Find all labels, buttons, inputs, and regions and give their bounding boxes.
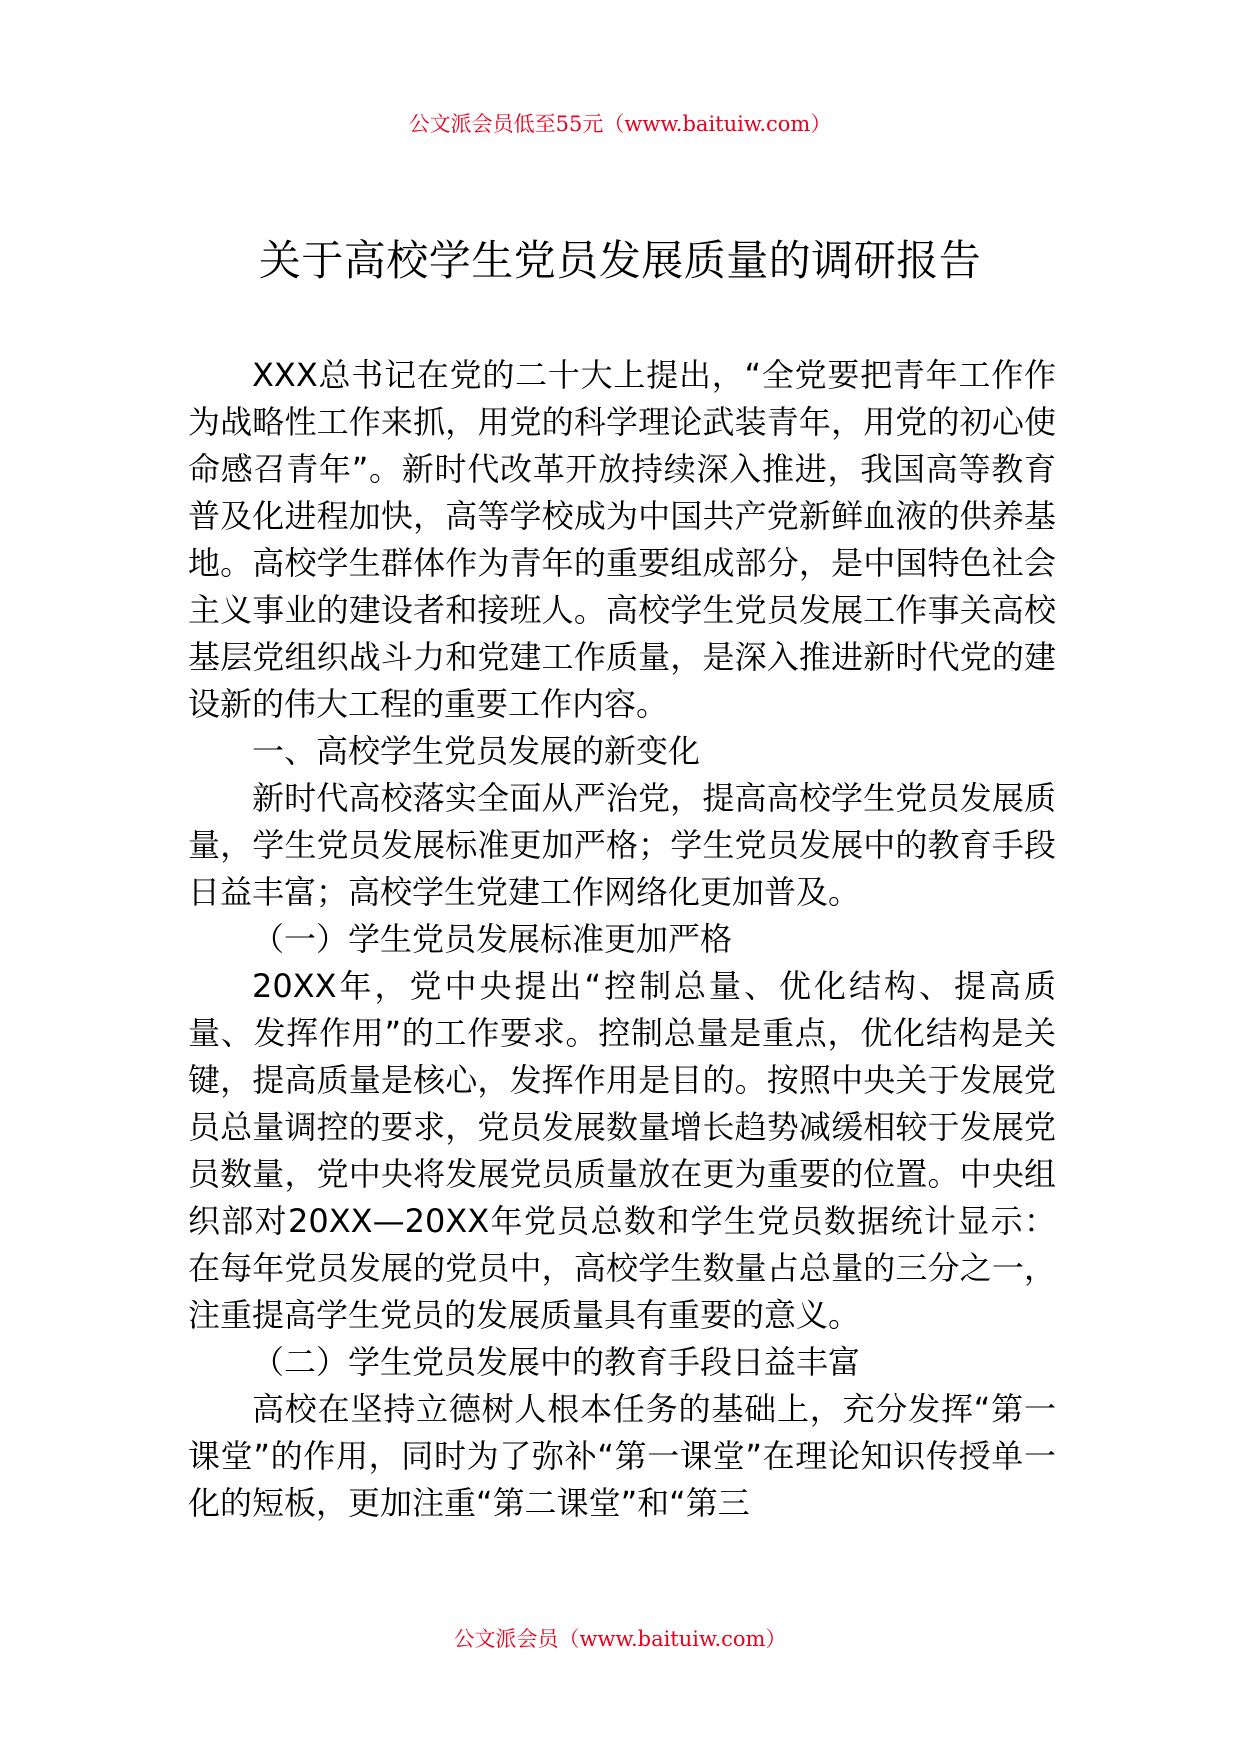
- subsection-paragraph: 高校在坚持立德树人根本任务的基础上，充分发挥“第一课堂”的作用，同时为了弥补“第一课堂”在理论知识传授单一化的短板，更加注重“第二课堂”和“第三: [188, 1390, 1056, 1522]
- subsection-paragraph: 20XX年，党中央提出“控制总量、优化结构、提高质量、发挥作用”的工作要求。控制总量是重点，优化结构是关键，提高质量是核心，发挥作用是目的。按照中央关于发展党员总量调控的要求，党员发展数量增长趋势减缓相较于发展党员数量，党中央将发展党员质量放在更为重要的位置。中央组织部对20XX—20XX年党员总数和学生党员数据统计显示：在每年党员发展的党员中，高校学生数量占总量的三分之一，注重提高学生党员的发展质量具有重要的意义。: [188, 967, 1056, 1334]
- subsection-heading: （一）学生党员发展标准更加严格: [252, 920, 733, 958]
- subsection-heading: （二）学生党员发展中的教育手段日益丰富: [252, 1343, 861, 1381]
- header-banner: 公文派会员低至55元（www.baituiw.com）: [408, 112, 832, 136]
- intro-paragraph: XXX总书记在党的二十大上提出，“全党要把青年工作作为战略性工作来抓，用党的科学理论武装青年，用党的初心使命感召青年”。新时代改革开放持续深入推进，我国高等教育普及化进程加快，高等学校成为中国共产党新鲜血液的供养基地。高校学生群体作为青年的重要组成部分，是中国特色社会主义事业的建设者和接班人。高校学生党员发展工作事关高校基层党组织战斗力和党建工作质量，是深入推进新时代党的建设新的伟大工程的重要工作内容。: [188, 356, 1056, 723]
- section-paragraph: 新时代高校落实全面从严治党，提高高校学生党员发展质量，学生党员发展标准更加严格；学生党员发展中的教育手段日益丰富；高校学生党建工作网络化更加普及。: [188, 779, 1056, 911]
- document-body: [188, 352, 1056, 1527]
- section-heading: 一、高校学生党员发展的新变化: [252, 732, 701, 770]
- footer-banner: 公文派会员（www.baituiw.com）: [453, 1627, 787, 1651]
- document-title: 关于高校学生党员发展质量的调研报告: [258, 236, 982, 285]
